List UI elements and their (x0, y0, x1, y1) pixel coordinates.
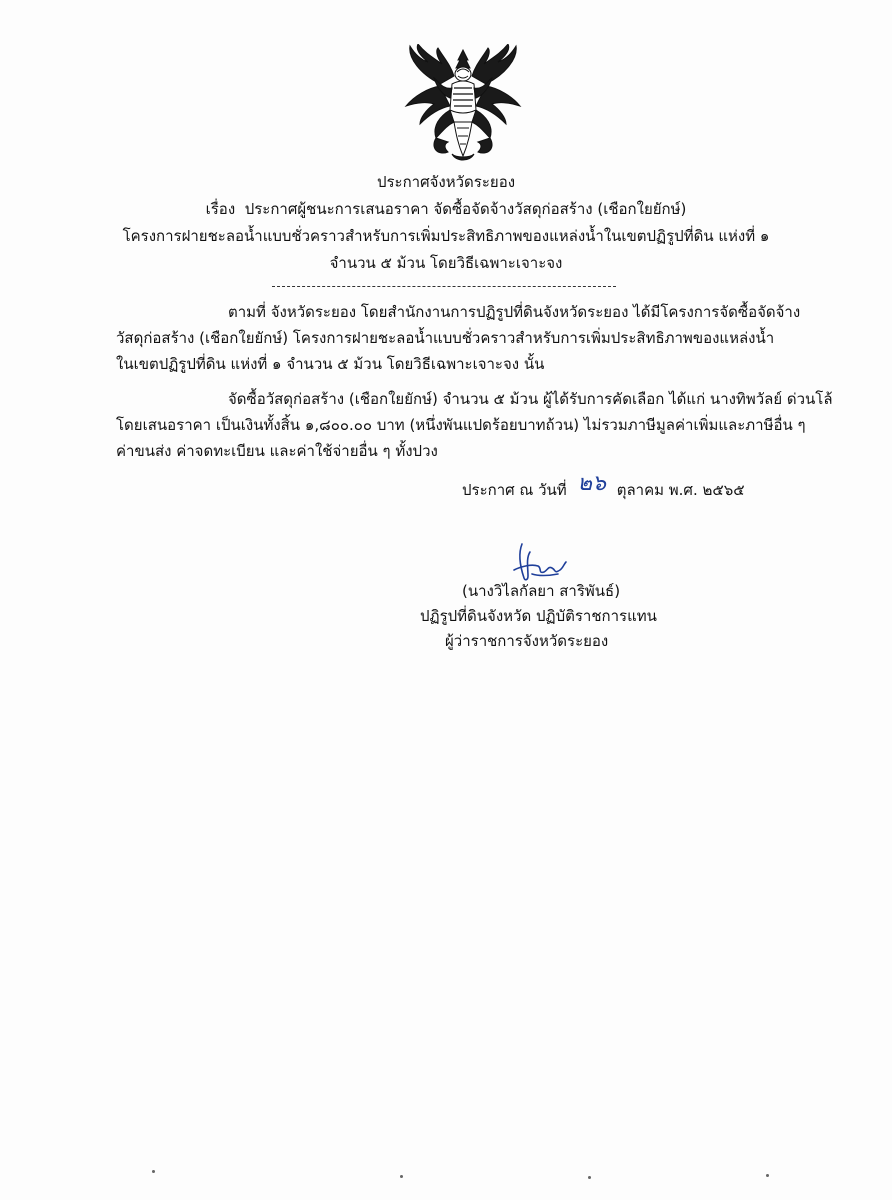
scan-speck (152, 1170, 155, 1173)
scan-speck (588, 1176, 591, 1179)
subject-label: เรื่อง (205, 200, 236, 218)
date-prefix: ประกาศ ณ วันที่ (462, 481, 567, 499)
paragraph-2-line-1: จัดซื้อวัสดุก่อสร้าง (เชือกใยยักษ์) จำนวน ๕ ม้วน ผู้ได้รับการคัดเลือก ได้แก่ นางทิพวัลย์ ด่วนโล้ (228, 390, 833, 408)
document-title: ประกาศจังหวัดระยอง (376, 173, 516, 191)
announcement-date (462, 471, 745, 500)
scan-speck (766, 1174, 769, 1177)
subject-line-2: โครงการฝายชะลอน้ำแบบชั่วคราวสำหรับการเพิ่มประสิทธิภาพของแหล่งน้ำในเขตปฏิรูปที่ดิน แห่งที่ ๑ (122, 227, 770, 245)
date-month-year: ตุลาคม พ.ศ. ๒๕๖๕ (616, 481, 745, 499)
signatory-name: (นางวิไลกัลยา สาริพันธ์) (462, 582, 621, 600)
handwritten-signature (508, 540, 568, 586)
subject-line-3: จำนวน ๕ ม้วน โดยวิธีเฉพาะเจาะจง (329, 254, 563, 272)
separator-divider (272, 286, 616, 287)
date-day-handwritten: ๒๖ (577, 471, 606, 496)
signatory-position-2: ผู้ว่าราชการจังหวัดระยอง (445, 632, 609, 650)
scan-speck (400, 1175, 403, 1178)
subject-line (0, 199, 892, 219)
paragraph-1-line-2: วัสดุก่อสร้าง (เชือกใยยักษ์) โครงการฝายชะลอน้ำแบบชั่วคราวสำหรับการเพิ่มประสิทธิภาพของแหล่งน้ำ (116, 329, 775, 347)
paragraph-1-line-3: ในเขตปฏิรูปที่ดิน แห่งที่ ๑ จำนวน ๕ ม้วน โดยวิธีเฉพาะเจาะจง นั้น (116, 355, 545, 373)
garuda-emblem-icon (400, 44, 526, 166)
subject-text: ประกาศผู้ชนะการเสนอราคา จัดซื้อจัดจ้างวัสดุก่อสร้าง (เชือกใยยักษ์) (244, 200, 687, 218)
paragraph-2-line-2: โดยเสนอราคา เป็นเงินทั้งสิ้น ๑,๘๐๐.๐๐ บาท (หนึ่งพันแปดร้อยบาทถ้วน) ไม่รวมภาษีมูลค่าเพิ่มและภาษีอื่น ๆ (116, 416, 806, 434)
paragraph-2-line-3: ค่าขนส่ง ค่าจดทะเบียน และค่าใช้จ่ายอื่น ๆ ทั้งปวง (116, 442, 438, 460)
paragraph-1-line-1: ตามที่ จังหวัดระยอง โดยสำนักงานการปฏิรูปที่ดินจังหวัดระยอง ได้มีโครงการจัดซื้อจัดจ้าง (228, 303, 801, 321)
signatory-position-1: ปฏิรูปที่ดินจังหวัด ปฏิบัติราชการแทน (420, 607, 657, 625)
